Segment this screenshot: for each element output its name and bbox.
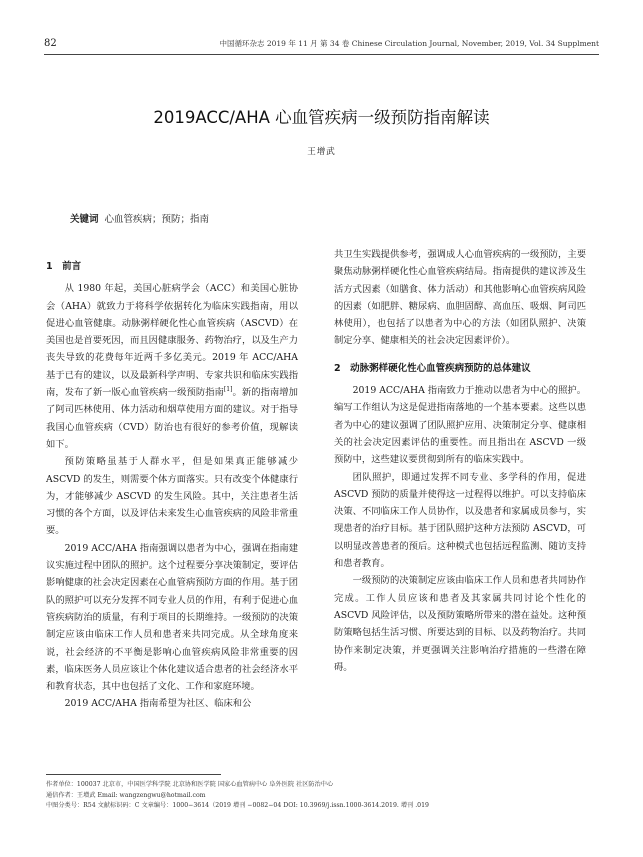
reference-mark: [1] bbox=[223, 385, 233, 393]
footnote-classification: 中图分类号：R54 文献标识码：C 文章编号：1000−3614（2019 增刊 −0082−04 DOI: 10.3969/j.issn.1000-3614.2019. 增刊 .019 bbox=[46, 802, 429, 809]
header-rule bbox=[44, 54, 599, 55]
paragraph: 预防策略虽基于人群水平，但是如果真正能够减少 ASCVD 的发生，则需要个体方面落实。只有改变个体健康行为，才能够减少 ASCVD 的发生风险。其中，关注患者生活习惯的各个方面，以及评估未来发生心血管疾病的风险非常重要。 bbox=[46, 456, 298, 537]
paragraph: 2019 ACC/AHA 指南致力于推动以患者为中心的照护。编写工作组认为这是促进指南落地的一个基本要素。这些以患者为中心的建议强调了团队照护应用、决策制定分享、健康相关的社会决定因素评估的重要性。而且指出在 ASCVD 一级预防中，这些建议要贯彻到所有的临床实践中。 bbox=[334, 385, 586, 466]
right-column bbox=[334, 246, 586, 676]
paragraph: 共卫生实践提供参考，强调成人心血管疾病的一级预防，主要聚焦动脉粥样硬化性心血管疾病结局。指南提供的建议涉及生活方式因素（如膳食、体力活动）和其他影响心血管疾病风险的因素（如肥胖、糖尿病、血胆固醇、高血压、吸烟、阿司匹林使用），也包括了以患者为中心的方法（如团队照护、决策制定分享、健康相关的社会决定因素评价）。 bbox=[334, 249, 586, 347]
section-heading-2: 2 动脉粥样硬化性心血管疾病预防的总体建议 bbox=[334, 362, 531, 374]
keywords-label: 关键词 bbox=[70, 214, 99, 225]
section-heading-1: 1 前言 bbox=[46, 261, 82, 272]
keywords bbox=[70, 211, 209, 225]
paragraph: 团队照护，即通过发挥不同专业、多学科的作用，促进 ASCVD 预防的质量并使得这一过程得以维护。可以支持临床决策、不同临床工作人员协作，以及患者和家属成员参与，实现患者的治疗目标。基于团队照护这种方法预防 ASCVD，可以明显改善患者的预后。这种模式也包括远程监测、随访支持和患者教育。 bbox=[334, 471, 586, 570]
paragraph-text: 从 1980 年起，美国心脏病学会（ACC）和美国心脏协会（AHA）就致力于将科学依据转化为临床实践指南，用以促进心血管健康。动脉粥样硬化性心血管疾病（ASCVD）在美国也是首要死因，而且因健康服务、药物治疗，以及生产力丧失导致的花费每年近两千多亿美元。2019 年 ACC/AHA 基于已有的建议，以及最新科学声明、专家共识和临床实践指南，发布了新一版心血管疾病一级预防指南 bbox=[46, 283, 298, 399]
article-author: 王增武 bbox=[307, 147, 336, 157]
keywords-text: 心血管疾病；预防；指南 bbox=[104, 214, 210, 225]
paragraph-text: 。新的指南增加了阿司匹林使用、体力活动和烟草使用方面的建议。对于指导我国心血管疾病（CVD）防治也有很好的参考价值，现解读如下。 bbox=[46, 387, 298, 450]
article-title: 2019ACC/AHA 心血管疾病一级预防指南解读 bbox=[153, 108, 490, 127]
paragraph bbox=[46, 280, 298, 453]
footnote bbox=[46, 780, 606, 812]
running-head: 中国循环杂志 2019 年 11 月 第 34 卷 Chinese Circulation Journal, November, 2019, Vol. 34 Supplment bbox=[219, 39, 599, 48]
paragraph: 2019 ACC/AHA 指南强调以患者为中心，强调在指南建议实施过程中团队的照护。这个过程要分享决策制定，要评估影响健康的社会决定因素在心血管病预防方面的作用。基于团队的照护可以充分发挥不同专业人员的作用，有利于促进心血管疾病防治的质量，有利于项目的长期维持。一级预防的决策制定应该由临床工作人员和患者来共同完成。从全球角度来说，社会经济的不平衡是影响心血管疾病风险非常重要的因素，临床医务人员应该让个体化建议适合患者的社会经济水平和教育状态，其中也包括了文化、工作和家庭环境。 bbox=[46, 542, 298, 693]
footnote-correspondence: 通信作者：王增武 Email: wangzengwu@hotmail.com bbox=[46, 791, 206, 799]
footnote-rule bbox=[46, 774, 221, 775]
paragraph: 2019 ACC/AHA 指南希望为社区、临床和公 bbox=[64, 698, 252, 710]
page-number: 82 bbox=[44, 38, 57, 49]
paragraph: 一级预防的决策制定应该由临床工作人员和患者共同协作完成。工作人员应该和患者及其家属共同讨论个性化的 ASCVD 风险评估，以及预防策略所带来的潜在益处。这种预防策略包括生活习惯、所要达到的目标、以及药物治疗。共同协作来制定决策，并更强调关注影响治疗措施的一些潜在障碍。 bbox=[334, 575, 586, 673]
footnote-affiliation: 作者单位：100037 北京市，中国医学科学院 北京协和医学院 国家心血管病中心 阜外医院 社区防治中心 bbox=[46, 781, 334, 788]
left-column bbox=[46, 246, 298, 713]
